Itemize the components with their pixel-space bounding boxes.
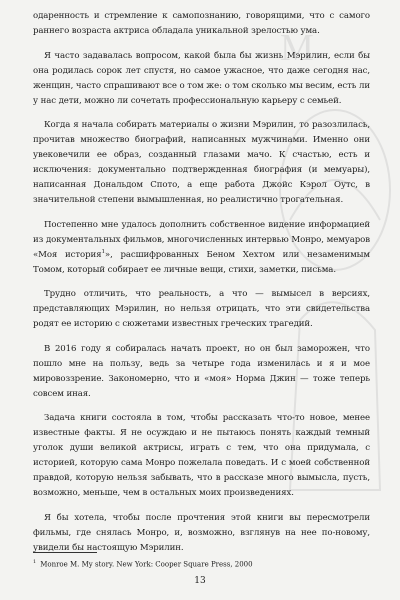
paragraph-text-after: », расшифрованных Беном Хехтом или незаменимым Томом, который собирает ее личные вещи, стихи, заметки, письма.: [33, 249, 370, 275]
footnote-reference: 1: [101, 248, 105, 255]
paragraph: Я часто задавалась вопросом, какой была бы жизнь Мэрилин, если бы она родилась сорок лет спустя, но самое ужасное, что даже сегодня нас, женщин, часто спрашивают все о том же: о том сколько мы весим, есть ли у нас дети, можно ли сочетать профессиональную карьеру с семьей.: [33, 50, 370, 106]
paragraph: Трудно отличить, что реальность, а что — вымысел в версиях, представляющих Мэрилин, но нельзя отрицать, что эти свидетельства родят ее историю с сюжетами известных греческих трагедий.: [33, 289, 370, 329]
paragraph: Я бы хотела, чтобы после прочтения этой книги вы пересмотрели фильмы, где снялась Монро, и, возможно, взглянув на нее по-новому, увидели бы настоящую Мэрилин.: [33, 512, 370, 553]
paragraph-with-footnote: [33, 218, 370, 278]
paragraph-continuation: одаренность и стремление к самопознанию, говорящими, что с самого раннего возраста актриса обладала уникальной зрелостью ума.: [33, 11, 370, 36]
paragraph-text-before: Постепенно мне удалось дополнить собственное видение информацией из документальных фильмов, многочисленных интервью Монро, мемуаров «Моя история: [33, 219, 370, 260]
footnote-separator: [33, 552, 97, 553]
paragraph: Задача книги состояла в том, чтобы рассказать что-то новое, менее известные факты. Я не осуждаю и не пытаюсь понять каждый темный уголок души великой актрисы, играть с тем, что она придумала, с историей, которую сама Монро пожелала поведать. И с моей собственной правдой, которую нельзя забывать, что в рассказе много вымысла, пусть, возможно, меньше, чем в остальных моих произведениях.: [33, 413, 370, 498]
body-text: [33, 9, 370, 565]
paragraph: В 2016 году я собиралась начать проект, но он был заморожен, что пошло мне на пользу, ведь за четыре года изменилась и я и мое мировоззрение. Закономерно, что и «моя» Норма Джин — тоже теперь совсем иная.: [33, 343, 370, 399]
footnote: [33, 557, 253, 569]
paragraph: Когда я начала собирать материалы о жизни Мэрилин, то разозлилась, прочитав множество биографий, написанных мужчинами. Именно они увековечили ее образ, созданный глазами мачо. К счастью, есть и исключения: документально подтвержденная биография (и мемуары), написанная Дональдом Спото, а еще работа Джойс Кэрол Оутс, в значительной степени вымышленная, но реалистично трогательная.: [33, 120, 370, 205]
svg-text:M: M: [280, 27, 314, 69]
footnote-marker: 1: [33, 559, 37, 565]
footnote-text: Monroe M. My story. New York: Cooper Square Press, 2000: [40, 560, 253, 569]
page-number: 13: [194, 576, 206, 586]
